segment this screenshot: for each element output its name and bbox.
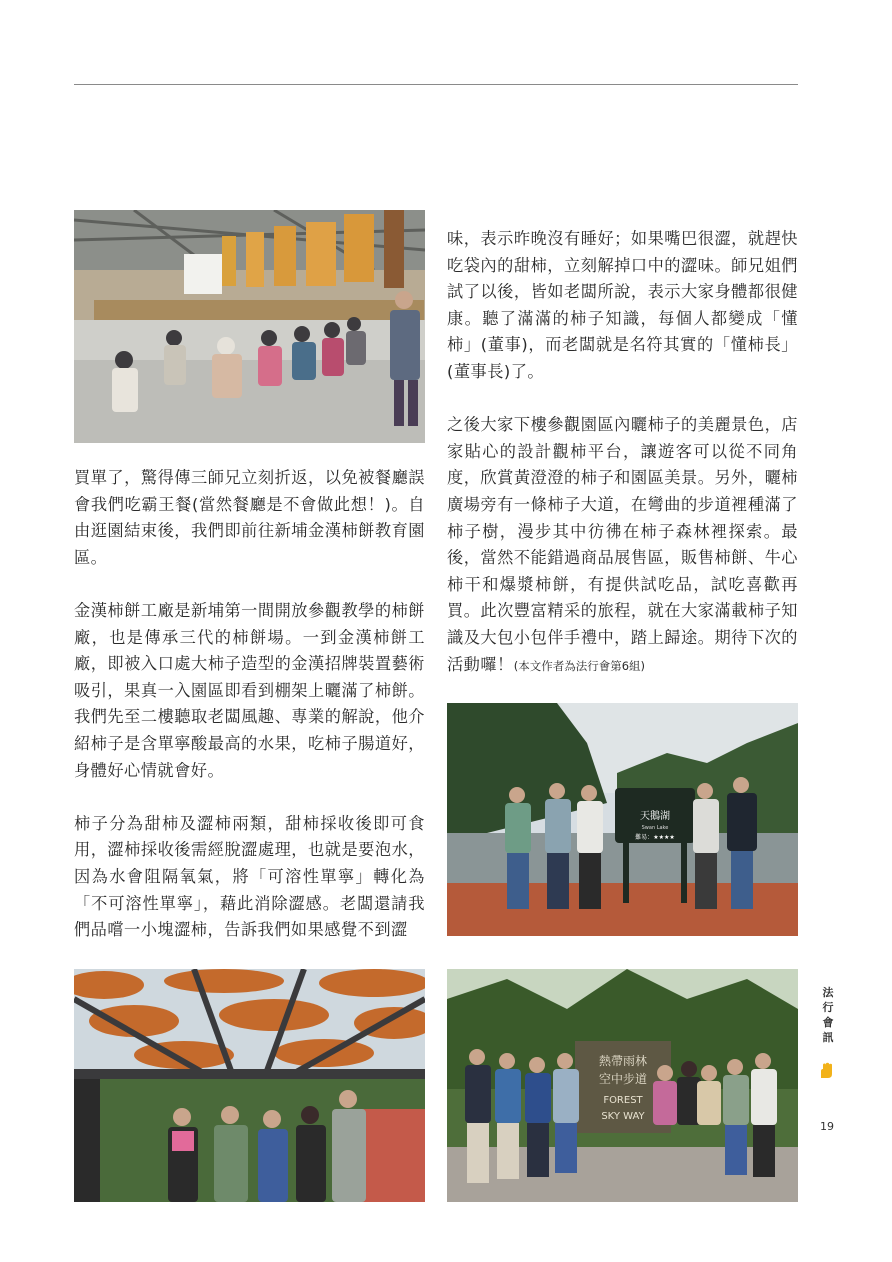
- forest-sign-line1: 熱帶雨林: [598, 1054, 648, 1068]
- lake-sign-group-photo: [447, 703, 798, 936]
- forest-sign-en2: SKY WAY: [601, 1111, 645, 1122]
- page-number: 19: [820, 1120, 834, 1133]
- author-note: (本文作者為法行會第6組): [513, 658, 646, 673]
- title-char: 會: [822, 1016, 834, 1029]
- title-char: 法: [822, 986, 834, 999]
- paragraph-text: 之後大家下樓參觀園區內曬柿子的美麗景色，店家貼心的設計觀柿平台，讓遊客可以從不同角度，欣賞黃澄澄的柿子和園區美景。另外，曬柿廣場旁有一條柿子大道，在彎曲的步道裡種滿了柿子樹，漫步其中彷彿在柿子森林裡探索。最後，當然不能錯過商品展售區，販售柿餅、牛心柿干和爆漿柿餅，有提供試吃品，試吃喜歡再買。此次豐富精采的旅程，就在大家滿載柿子知識及大包小包伴手禮中，踏上歸途。期待下次的活動囉！: [447, 415, 798, 674]
- lake-sign-sub: Swan Lake: [641, 825, 669, 831]
- right-column: [447, 226, 798, 679]
- paragraph: 買單了，驚得傳三師兄立刻折返，以免被餐廳誤會我們吃霸王餐(當然餐廳是不會做此想！)。自由逛園結束後，我們即前往新埔金漢柿餅教育園區。: [74, 468, 425, 567]
- hand-logo-icon: [818, 1062, 836, 1080]
- left-column: [74, 465, 425, 944]
- header-rule: [74, 84, 798, 85]
- title-char: 行: [822, 1001, 834, 1014]
- paragraph: 柿子分為甜柿及澀柿兩類，甜柿採收後即可食用，澀柿採收後需經脫澀處理，也就是要泡水，因為水會阻隔氧氣，將「可溶性單寧」轉化為「不可溶性單寧」，藉此消除澀感。老闆還請我們品嚐一小塊澀柿，告訴我們如果感覺不到澀: [74, 813, 425, 940]
- persimmon-drying-rack-photo: [74, 969, 425, 1202]
- forest-sign-en1: FOREST: [603, 1095, 643, 1106]
- lake-sign-name: 天鵝湖: [640, 811, 670, 822]
- lecture-hall-photo: [74, 210, 425, 443]
- title-char: 訊: [822, 1031, 834, 1044]
- paragraph: 金漢柿餅工廠是新埔第一間開放參觀教學的柿餅廠，也是傳承三代的柿餅場。一到金漢柿餅工廠，即被入口處大柿子造型的金漢招牌裝置藝術吸引，果真一入園區即看到棚架上曬滿了柿餅。我們先至二樓聽取老闆風趣、專業的解說，他介紹柿子是含單寧酸最高的水果，吃柿子腸道好，身體好心情就會好。: [74, 600, 425, 780]
- magazine-title: [818, 985, 838, 1045]
- rainforest-skywalk-photo: [447, 969, 798, 1202]
- forest-sign-line2: 空中步道: [598, 1072, 648, 1086]
- paragraph: 味，表示昨晚沒有睡好；如果嘴巴很澀，就趕快吃袋內的甜柿，立刻解掉口中的澀味。師兄姐們試了以後，皆如老闆所說，表示大家身體都很健康。聽了滿滿的柿子知識，每個人都變成「懂柿」(董事)，而老闆就是名符其實的「懂柿長」(董事長)了。: [447, 229, 798, 381]
- paragraph: [447, 412, 798, 679]
- lake-sign-rating: 難易：★★★★: [635, 834, 675, 841]
